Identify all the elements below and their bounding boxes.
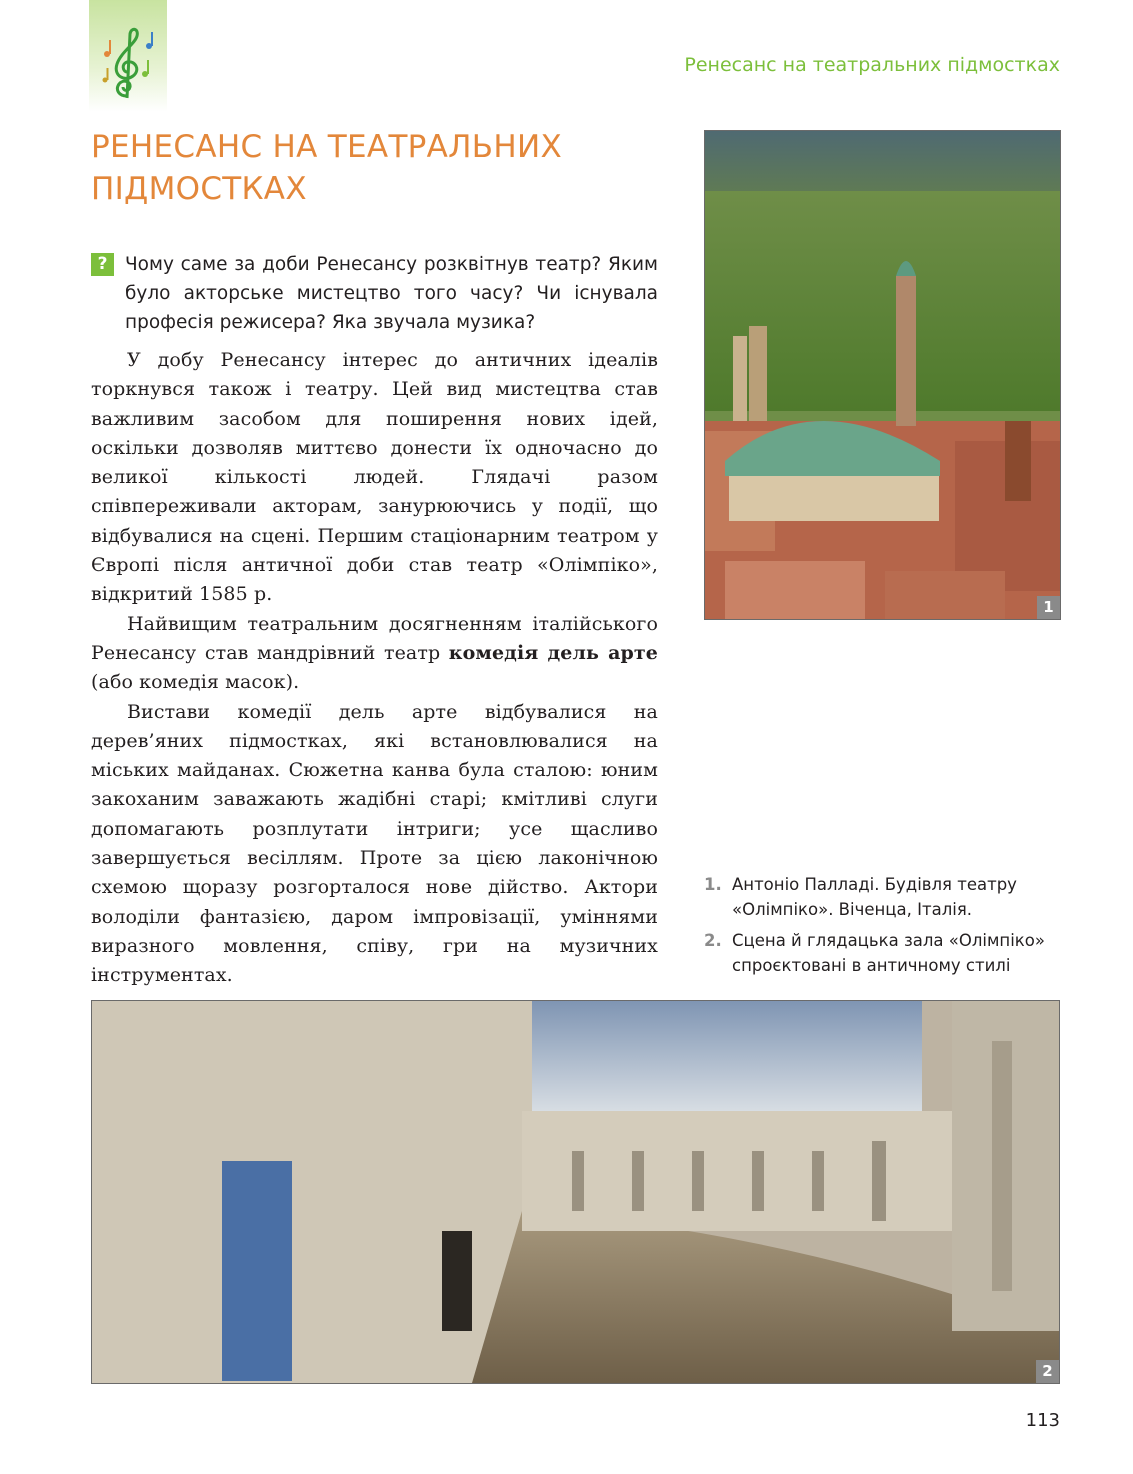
caption-text: Антоніо Палладі. Будівля театру «Олімпіко». Віченца, Італія.	[732, 875, 1017, 919]
term-commedia-dellarte: комедія дель арте	[448, 641, 658, 664]
paragraph-3: Вистави комедії дель арте відбувалися на дерев’яних підмостках, які встановлювалися на міських майданах. Сюжетна канва була сталою: юним закоханим заважають жадібні старі; кмітливі слуги допомагають розплутати інтриги; усе щасливо завершується весіллям. Проте за цією лаконічною схемою щоразу розгорталося нове дійство. Актори володіли фантазією, даром імпровізації, уміннями виразного мовлення, співу, гри на музичних інструментах.	[91, 700, 658, 987]
figure-number-badge: 1	[1037, 596, 1060, 619]
question-text: Чому саме за доби Ренесансу розквітнув театр? Яким було акторське мистецтво того часу? Чи існувала професія режисера? Яка звучала музика?	[125, 254, 658, 333]
caption-item: 1. Антоніо Палладі. Будівля театру «Олімпіко». Віченца, Італія.	[704, 875, 1017, 919]
page-title: РЕНЕСАНС НА ТЕАТРАЛЬНИХ ПІДМОСТКАХ	[91, 129, 562, 207]
paragraph-1: У добу Ренесансу інтерес до античних ідеалів торкнувся також і театру. Цей вид мистецтва став важливим засобом для поширення нових ідей, оскільки дозволяв миттєво донести їх одночасно до великої кількості людей. Глядачі разом співпереживали акторам, занурюючись у події, що відбувалися на сцені. Першим стаціонарним театром у Європі після античної доби став театр «Олімпіко», відкритий 1585 р.	[91, 349, 658, 606]
photo-teatro-olimpico-interior	[91, 1000, 1060, 1384]
paragraph-2: Найвищим театральним досягненням італійського Ренесансу став мандрівний театр комедія дель арте (або комедія масок).	[91, 612, 658, 694]
caption-text: Сцена й глядацька зала «Олімпіко» спроєктовані в античному стилі	[732, 931, 1045, 975]
photo-vicenza-city	[704, 130, 1061, 620]
section-tab	[89, 0, 167, 112]
figure-number-badge: 2	[1036, 1360, 1059, 1383]
treble-clef-icon	[97, 24, 159, 104]
running-header: Ренесанс на театральних підмостках	[684, 54, 1060, 76]
figure-captions	[704, 872, 1064, 984]
question-block	[91, 250, 658, 337]
page-number: 113	[1025, 1410, 1060, 1431]
caption-item: 2. Сцена й глядацька зала «Олімпіко» спроєктовані в античному стилі	[704, 931, 1045, 975]
question-icon: ?	[91, 253, 114, 276]
body-text	[91, 346, 658, 991]
